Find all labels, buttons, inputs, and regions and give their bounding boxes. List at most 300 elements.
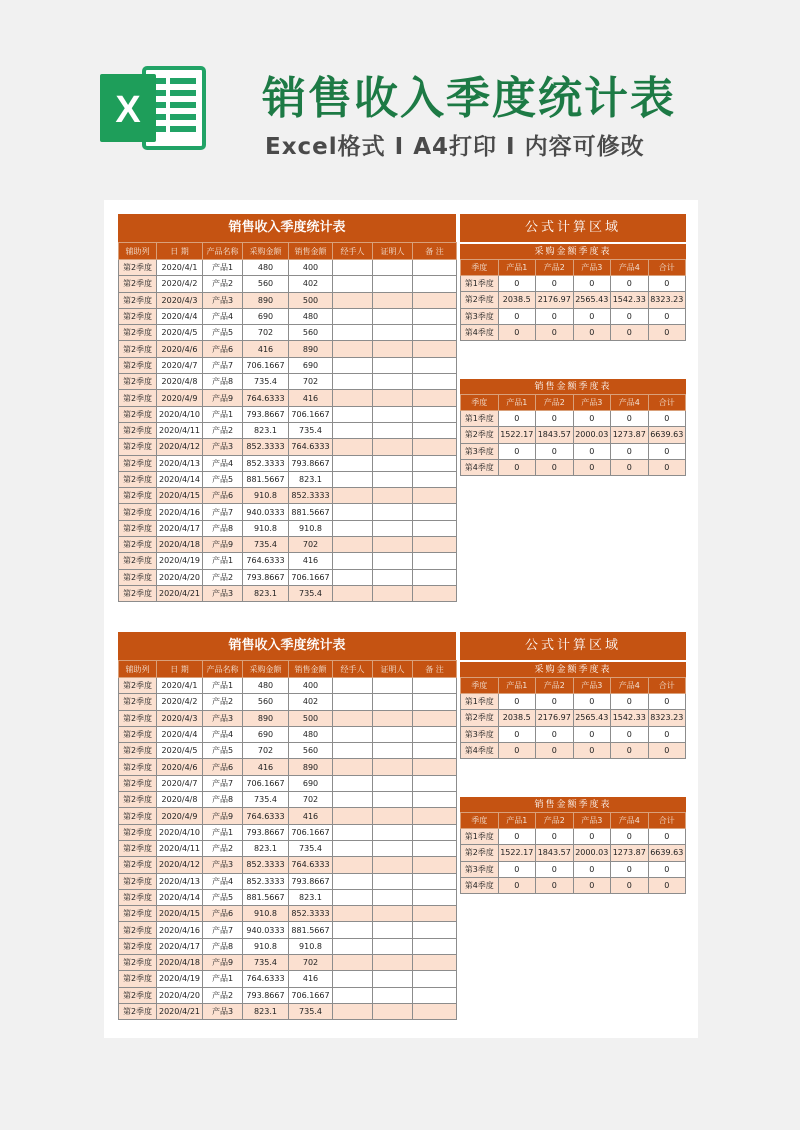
table-cell[interactable]: 产品3 bbox=[203, 292, 243, 308]
table-cell[interactable]: 500 bbox=[289, 292, 333, 308]
table-cell[interactable]: 产品1 bbox=[203, 553, 243, 569]
table-cell[interactable]: 735.4 bbox=[243, 374, 289, 390]
table-cell[interactable] bbox=[413, 955, 457, 971]
table-cell[interactable]: 产品4 bbox=[203, 455, 243, 471]
table-cell[interactable]: 0 bbox=[498, 861, 536, 877]
table-cell[interactable] bbox=[373, 488, 413, 504]
table-cell[interactable]: 702 bbox=[289, 537, 333, 553]
table-cell[interactable] bbox=[373, 520, 413, 536]
table-cell[interactable]: 0 bbox=[536, 861, 574, 877]
table-cell[interactable] bbox=[333, 775, 373, 791]
table-cell[interactable]: 第3季度 bbox=[461, 443, 499, 459]
table-cell[interactable] bbox=[413, 406, 457, 422]
table-cell[interactable]: 6639.63 bbox=[648, 845, 686, 861]
table-cell[interactable]: 823.1 bbox=[289, 889, 333, 905]
table-cell[interactable]: 852.3333 bbox=[289, 488, 333, 504]
table-cell[interactable]: 第4季度 bbox=[461, 459, 499, 475]
table-cell[interactable]: 第4季度 bbox=[461, 324, 499, 340]
table-cell[interactable] bbox=[333, 308, 373, 324]
table-cell[interactable]: 第2季度 bbox=[119, 1003, 157, 1019]
table-cell[interactable]: 产品5 bbox=[203, 743, 243, 759]
table-cell[interactable]: 0 bbox=[611, 726, 649, 742]
table-cell[interactable]: 第2季度 bbox=[119, 808, 157, 824]
table-cell[interactable]: 第2季度 bbox=[119, 569, 157, 585]
table-cell[interactable]: 2565.43 bbox=[573, 710, 611, 726]
table-cell[interactable]: 2020/4/20 bbox=[157, 987, 203, 1003]
table-cell[interactable]: 产品9 bbox=[203, 808, 243, 824]
table-cell[interactable]: 1843.57 bbox=[536, 427, 574, 443]
table-cell[interactable]: 910.8 bbox=[243, 520, 289, 536]
table-cell[interactable]: 702 bbox=[243, 743, 289, 759]
table-cell[interactable]: 690 bbox=[243, 308, 289, 324]
table-cell[interactable]: 0 bbox=[648, 877, 686, 893]
table-cell[interactable]: 2000.03 bbox=[573, 845, 611, 861]
table-cell[interactable]: 第2季度 bbox=[119, 987, 157, 1003]
table-cell[interactable] bbox=[333, 520, 373, 536]
table-cell[interactable]: 881.5667 bbox=[289, 504, 333, 520]
table-cell[interactable] bbox=[413, 759, 457, 775]
table-cell[interactable]: 480 bbox=[289, 726, 333, 742]
table-cell[interactable]: 2020/4/6 bbox=[157, 341, 203, 357]
table-cell[interactable]: 2020/4/1 bbox=[157, 678, 203, 694]
table-cell[interactable] bbox=[413, 569, 457, 585]
table-cell[interactable] bbox=[413, 553, 457, 569]
table-cell[interactable]: 第2季度 bbox=[119, 922, 157, 938]
table-cell[interactable]: 1542.33 bbox=[611, 710, 649, 726]
table-cell[interactable]: 第3季度 bbox=[461, 308, 499, 324]
table-cell[interactable]: 0 bbox=[498, 742, 536, 758]
table-cell[interactable]: 690 bbox=[289, 357, 333, 373]
table-cell[interactable]: 产品8 bbox=[203, 938, 243, 954]
table-cell[interactable]: 0 bbox=[498, 726, 536, 742]
table-cell[interactable]: 0 bbox=[573, 324, 611, 340]
table-cell[interactable]: 0 bbox=[648, 276, 686, 292]
table-cell[interactable]: 产品3 bbox=[203, 857, 243, 873]
table-cell[interactable]: 2020/4/4 bbox=[157, 726, 203, 742]
table-cell[interactable]: 416 bbox=[289, 553, 333, 569]
table-cell[interactable]: 1273.87 bbox=[611, 845, 649, 861]
table-cell[interactable] bbox=[413, 938, 457, 954]
table-cell[interactable] bbox=[373, 341, 413, 357]
table-cell[interactable] bbox=[333, 537, 373, 553]
table-cell[interactable]: 产品1 bbox=[203, 260, 243, 276]
table-cell[interactable]: 0 bbox=[573, 694, 611, 710]
table-cell[interactable]: 第2季度 bbox=[119, 292, 157, 308]
table-cell[interactable] bbox=[373, 585, 413, 601]
table-cell[interactable]: 0 bbox=[648, 694, 686, 710]
table-cell[interactable]: 8323.23 bbox=[648, 710, 686, 726]
table-cell[interactable]: 2020/4/7 bbox=[157, 775, 203, 791]
table-cell[interactable] bbox=[373, 455, 413, 471]
table-cell[interactable]: 第2季度 bbox=[461, 710, 499, 726]
table-cell[interactable]: 2020/4/19 bbox=[157, 971, 203, 987]
table-cell[interactable]: 690 bbox=[289, 775, 333, 791]
table-cell[interactable]: 0 bbox=[536, 324, 574, 340]
table-cell[interactable]: 852.3333 bbox=[243, 873, 289, 889]
table-cell[interactable]: 0 bbox=[536, 308, 574, 324]
table-cell[interactable] bbox=[413, 743, 457, 759]
table-cell[interactable]: 产品6 bbox=[203, 759, 243, 775]
table-cell[interactable]: 402 bbox=[289, 694, 333, 710]
table-cell[interactable]: 735.4 bbox=[243, 537, 289, 553]
table-cell[interactable]: 0 bbox=[648, 411, 686, 427]
table-cell[interactable]: 793.8667 bbox=[243, 569, 289, 585]
table-cell[interactable]: 第2季度 bbox=[119, 585, 157, 601]
table-cell[interactable]: 910.8 bbox=[243, 488, 289, 504]
table-cell[interactable]: 第2季度 bbox=[119, 906, 157, 922]
table-cell[interactable]: 0 bbox=[498, 877, 536, 893]
table-cell[interactable]: 第2季度 bbox=[119, 504, 157, 520]
table-cell[interactable]: 706.1667 bbox=[289, 987, 333, 1003]
table-cell[interactable]: 735.4 bbox=[289, 840, 333, 856]
table-cell[interactable] bbox=[373, 374, 413, 390]
table-cell[interactable] bbox=[413, 808, 457, 824]
table-cell[interactable] bbox=[413, 357, 457, 373]
table-cell[interactable] bbox=[413, 792, 457, 808]
table-cell[interactable]: 第2季度 bbox=[119, 971, 157, 987]
table-cell[interactable] bbox=[333, 1003, 373, 1019]
table-cell[interactable] bbox=[373, 857, 413, 873]
table-cell[interactable] bbox=[373, 357, 413, 373]
table-cell[interactable] bbox=[333, 971, 373, 987]
table-cell[interactable] bbox=[373, 504, 413, 520]
table-cell[interactable] bbox=[333, 357, 373, 373]
table-cell[interactable]: 0 bbox=[611, 443, 649, 459]
table-cell[interactable]: 第2季度 bbox=[119, 726, 157, 742]
table-cell[interactable]: 480 bbox=[243, 678, 289, 694]
table-cell[interactable]: 第2季度 bbox=[119, 873, 157, 889]
table-cell[interactable]: 产品3 bbox=[203, 439, 243, 455]
table-cell[interactable]: 560 bbox=[243, 694, 289, 710]
table-cell[interactable]: 400 bbox=[289, 678, 333, 694]
table-cell[interactable]: 产品7 bbox=[203, 357, 243, 373]
table-cell[interactable] bbox=[333, 922, 373, 938]
table-cell[interactable]: 第2季度 bbox=[119, 955, 157, 971]
table-cell[interactable] bbox=[333, 759, 373, 775]
table-cell[interactable] bbox=[413, 325, 457, 341]
table-cell[interactable]: 2020/4/14 bbox=[157, 471, 203, 487]
table-cell[interactable]: 416 bbox=[289, 390, 333, 406]
table-cell[interactable]: 1273.87 bbox=[611, 427, 649, 443]
table-cell[interactable]: 881.5667 bbox=[243, 889, 289, 905]
table-cell[interactable]: 0 bbox=[648, 443, 686, 459]
table-cell[interactable]: 产品2 bbox=[203, 694, 243, 710]
table-cell[interactable]: 产品5 bbox=[203, 889, 243, 905]
table-cell[interactable]: 产品6 bbox=[203, 906, 243, 922]
table-cell[interactable]: 764.6333 bbox=[243, 971, 289, 987]
table-cell[interactable] bbox=[373, 1003, 413, 1019]
table-cell[interactable]: 560 bbox=[289, 743, 333, 759]
table-cell[interactable] bbox=[333, 824, 373, 840]
table-cell[interactable]: 产品8 bbox=[203, 374, 243, 390]
table-cell[interactable]: 0 bbox=[611, 742, 649, 758]
table-cell[interactable] bbox=[373, 873, 413, 889]
table-cell[interactable]: 793.8667 bbox=[289, 873, 333, 889]
table-cell[interactable]: 产品4 bbox=[203, 726, 243, 742]
table-cell[interactable]: 2038.5 bbox=[498, 292, 536, 308]
table-cell[interactable]: 890 bbox=[289, 341, 333, 357]
table-cell[interactable]: 735.4 bbox=[243, 955, 289, 971]
table-cell[interactable] bbox=[413, 292, 457, 308]
table-cell[interactable]: 890 bbox=[289, 759, 333, 775]
table-cell[interactable]: 0 bbox=[573, 459, 611, 475]
table-cell[interactable]: 881.5667 bbox=[243, 471, 289, 487]
table-cell[interactable] bbox=[333, 260, 373, 276]
table-cell[interactable]: 0 bbox=[648, 324, 686, 340]
table-cell[interactable]: 702 bbox=[289, 792, 333, 808]
table-cell[interactable]: 416 bbox=[243, 759, 289, 775]
table-cell[interactable]: 第2季度 bbox=[119, 824, 157, 840]
table-cell[interactable]: 2020/4/11 bbox=[157, 422, 203, 438]
table-cell[interactable]: 2020/4/2 bbox=[157, 694, 203, 710]
table-cell[interactable]: 第2季度 bbox=[119, 488, 157, 504]
table-cell[interactable]: 产品4 bbox=[203, 873, 243, 889]
table-cell[interactable]: 第2季度 bbox=[119, 840, 157, 856]
table-cell[interactable]: 第2季度 bbox=[119, 889, 157, 905]
table-cell[interactable]: 852.3333 bbox=[243, 439, 289, 455]
table-cell[interactable]: 0 bbox=[573, 742, 611, 758]
table-cell[interactable]: 产品8 bbox=[203, 792, 243, 808]
table-cell[interactable]: 2020/4/10 bbox=[157, 824, 203, 840]
table-cell[interactable]: 940.0333 bbox=[243, 504, 289, 520]
table-cell[interactable]: 1522.17 bbox=[498, 427, 536, 443]
table-cell[interactable]: 2020/4/4 bbox=[157, 308, 203, 324]
table-cell[interactable]: 产品5 bbox=[203, 471, 243, 487]
table-cell[interactable]: 2020/4/8 bbox=[157, 792, 203, 808]
table-cell[interactable] bbox=[373, 955, 413, 971]
table-cell[interactable]: 第2季度 bbox=[119, 308, 157, 324]
table-cell[interactable] bbox=[413, 276, 457, 292]
table-cell[interactable]: 735.4 bbox=[289, 585, 333, 601]
table-cell[interactable]: 2020/4/5 bbox=[157, 743, 203, 759]
table-cell[interactable]: 706.1667 bbox=[289, 824, 333, 840]
table-cell[interactable]: 702 bbox=[289, 955, 333, 971]
table-cell[interactable] bbox=[333, 857, 373, 873]
table-cell[interactable]: 735.4 bbox=[289, 1003, 333, 1019]
table-cell[interactable]: 890 bbox=[243, 710, 289, 726]
table-cell[interactable] bbox=[333, 873, 373, 889]
table-cell[interactable]: 第2季度 bbox=[461, 845, 499, 861]
table-cell[interactable]: 2176.97 bbox=[536, 710, 574, 726]
table-cell[interactable] bbox=[413, 390, 457, 406]
table-cell[interactable] bbox=[373, 390, 413, 406]
table-cell[interactable]: 0 bbox=[611, 324, 649, 340]
table-cell[interactable]: 2020/4/18 bbox=[157, 955, 203, 971]
table-cell[interactable]: 0 bbox=[573, 276, 611, 292]
table-cell[interactable] bbox=[373, 889, 413, 905]
table-cell[interactable]: 2020/4/20 bbox=[157, 569, 203, 585]
table-cell[interactable] bbox=[373, 775, 413, 791]
table-cell[interactable] bbox=[373, 276, 413, 292]
table-cell[interactable] bbox=[413, 922, 457, 938]
table-cell[interactable]: 793.8667 bbox=[243, 406, 289, 422]
table-cell[interactable]: 产品9 bbox=[203, 390, 243, 406]
table-cell[interactable]: 2020/4/21 bbox=[157, 1003, 203, 1019]
table-cell[interactable]: 2020/4/21 bbox=[157, 585, 203, 601]
table-cell[interactable]: 400 bbox=[289, 260, 333, 276]
table-cell[interactable]: 0 bbox=[573, 861, 611, 877]
table-cell[interactable]: 产品9 bbox=[203, 537, 243, 553]
table-cell[interactable]: 0 bbox=[648, 861, 686, 877]
table-cell[interactable] bbox=[413, 678, 457, 694]
table-cell[interactable]: 823.1 bbox=[243, 1003, 289, 1019]
table-cell[interactable]: 产品3 bbox=[203, 1003, 243, 1019]
table-cell[interactable] bbox=[373, 987, 413, 1003]
table-cell[interactable] bbox=[413, 488, 457, 504]
table-cell[interactable] bbox=[333, 422, 373, 438]
table-cell[interactable] bbox=[373, 406, 413, 422]
table-cell[interactable]: 产品1 bbox=[203, 678, 243, 694]
table-cell[interactable] bbox=[333, 792, 373, 808]
table-cell[interactable]: 第1季度 bbox=[461, 694, 499, 710]
table-cell[interactable]: 产品2 bbox=[203, 987, 243, 1003]
table-cell[interactable] bbox=[333, 906, 373, 922]
table-cell[interactable] bbox=[373, 840, 413, 856]
table-cell[interactable] bbox=[333, 585, 373, 601]
table-cell[interactable]: 产品6 bbox=[203, 341, 243, 357]
table-cell[interactable] bbox=[373, 710, 413, 726]
table-cell[interactable]: 8323.23 bbox=[648, 292, 686, 308]
table-cell[interactable]: 823.1 bbox=[289, 471, 333, 487]
table-cell[interactable] bbox=[413, 439, 457, 455]
table-cell[interactable]: 2020/4/18 bbox=[157, 537, 203, 553]
table-cell[interactable]: 416 bbox=[243, 341, 289, 357]
table-cell[interactable]: 第2季度 bbox=[119, 276, 157, 292]
table-cell[interactable]: 0 bbox=[536, 694, 574, 710]
table-cell[interactable]: 2020/4/3 bbox=[157, 710, 203, 726]
table-cell[interactable]: 0 bbox=[648, 459, 686, 475]
table-cell[interactable]: 706.1667 bbox=[243, 775, 289, 791]
table-cell[interactable]: 793.8667 bbox=[243, 824, 289, 840]
table-cell[interactable]: 706.1667 bbox=[289, 406, 333, 422]
table-cell[interactable]: 2020/4/9 bbox=[157, 390, 203, 406]
table-cell[interactable]: 2020/4/16 bbox=[157, 922, 203, 938]
table-cell[interactable] bbox=[333, 325, 373, 341]
table-cell[interactable] bbox=[333, 889, 373, 905]
table-cell[interactable] bbox=[413, 537, 457, 553]
table-cell[interactable]: 1522.17 bbox=[498, 845, 536, 861]
table-cell[interactable] bbox=[333, 471, 373, 487]
table-cell[interactable] bbox=[413, 906, 457, 922]
table-cell[interactable] bbox=[413, 422, 457, 438]
table-cell[interactable]: 第2季度 bbox=[119, 374, 157, 390]
table-cell[interactable] bbox=[333, 955, 373, 971]
table-cell[interactable]: 0 bbox=[611, 459, 649, 475]
table-cell[interactable]: 890 bbox=[243, 292, 289, 308]
table-cell[interactable]: 764.6333 bbox=[289, 857, 333, 873]
table-cell[interactable] bbox=[413, 775, 457, 791]
table-cell[interactable] bbox=[333, 390, 373, 406]
table-cell[interactable]: 706.1667 bbox=[243, 357, 289, 373]
table-cell[interactable]: 0 bbox=[611, 411, 649, 427]
table-cell[interactable]: 0 bbox=[648, 829, 686, 845]
table-cell[interactable] bbox=[373, 824, 413, 840]
table-cell[interactable]: 第1季度 bbox=[461, 276, 499, 292]
table-cell[interactable]: 500 bbox=[289, 710, 333, 726]
table-cell[interactable]: 2020/4/12 bbox=[157, 439, 203, 455]
table-cell[interactable]: 产品7 bbox=[203, 922, 243, 938]
table-cell[interactable]: 764.6333 bbox=[243, 553, 289, 569]
table-cell[interactable] bbox=[373, 292, 413, 308]
table-cell[interactable]: 0 bbox=[611, 861, 649, 877]
table-cell[interactable]: 第2季度 bbox=[119, 390, 157, 406]
table-cell[interactable]: 第2季度 bbox=[119, 759, 157, 775]
table-cell[interactable]: 产品5 bbox=[203, 325, 243, 341]
table-cell[interactable]: 第3季度 bbox=[461, 861, 499, 877]
table-cell[interactable]: 第2季度 bbox=[119, 455, 157, 471]
table-cell[interactable]: 产品6 bbox=[203, 488, 243, 504]
table-cell[interactable]: 702 bbox=[243, 325, 289, 341]
table-cell[interactable] bbox=[333, 439, 373, 455]
table-cell[interactable] bbox=[333, 341, 373, 357]
table-cell[interactable]: 0 bbox=[611, 308, 649, 324]
table-cell[interactable]: 2020/4/13 bbox=[157, 873, 203, 889]
table-cell[interactable]: 0 bbox=[536, 459, 574, 475]
table-cell[interactable]: 852.3333 bbox=[243, 857, 289, 873]
table-cell[interactable]: 第2季度 bbox=[119, 857, 157, 873]
table-cell[interactable] bbox=[413, 504, 457, 520]
table-cell[interactable] bbox=[333, 553, 373, 569]
table-cell[interactable]: 764.6333 bbox=[243, 390, 289, 406]
table-cell[interactable]: 第2季度 bbox=[119, 678, 157, 694]
table-cell[interactable]: 0 bbox=[573, 443, 611, 459]
table-cell[interactable]: 2020/4/3 bbox=[157, 292, 203, 308]
table-cell[interactable] bbox=[373, 678, 413, 694]
table-cell[interactable]: 793.8667 bbox=[289, 455, 333, 471]
table-cell[interactable]: 产品7 bbox=[203, 775, 243, 791]
table-cell[interactable] bbox=[333, 569, 373, 585]
table-cell[interactable]: 910.8 bbox=[243, 938, 289, 954]
table-cell[interactable] bbox=[373, 439, 413, 455]
table-cell[interactable]: 2020/4/11 bbox=[157, 840, 203, 856]
table-cell[interactable]: 2038.5 bbox=[498, 710, 536, 726]
table-cell[interactable] bbox=[333, 455, 373, 471]
table-cell[interactable]: 0 bbox=[498, 411, 536, 427]
table-cell[interactable]: 480 bbox=[289, 308, 333, 324]
table-cell[interactable] bbox=[413, 520, 457, 536]
table-cell[interactable] bbox=[373, 694, 413, 710]
table-cell[interactable]: 0 bbox=[573, 726, 611, 742]
table-cell[interactable]: 2176.97 bbox=[536, 292, 574, 308]
table-cell[interactable]: 0 bbox=[648, 726, 686, 742]
table-cell[interactable] bbox=[373, 569, 413, 585]
table-cell[interactable]: 第2季度 bbox=[119, 694, 157, 710]
table-cell[interactable]: 2020/4/1 bbox=[157, 260, 203, 276]
table-cell[interactable]: 第4季度 bbox=[461, 877, 499, 893]
table-cell[interactable] bbox=[413, 585, 457, 601]
table-cell[interactable] bbox=[413, 726, 457, 742]
table-cell[interactable] bbox=[413, 1003, 457, 1019]
table-cell[interactable] bbox=[373, 422, 413, 438]
table-cell[interactable]: 产品3 bbox=[203, 585, 243, 601]
table-cell[interactable] bbox=[333, 488, 373, 504]
table-cell[interactable] bbox=[333, 938, 373, 954]
table-cell[interactable] bbox=[333, 987, 373, 1003]
table-cell[interactable]: 第2季度 bbox=[119, 743, 157, 759]
table-cell[interactable]: 0 bbox=[536, 829, 574, 845]
table-cell[interactable]: 0 bbox=[536, 726, 574, 742]
table-cell[interactable]: 第2季度 bbox=[461, 292, 499, 308]
table-cell[interactable]: 702 bbox=[289, 374, 333, 390]
table-cell[interactable]: 2020/4/6 bbox=[157, 759, 203, 775]
table-cell[interactable]: 823.1 bbox=[243, 840, 289, 856]
table-cell[interactable] bbox=[373, 743, 413, 759]
table-cell[interactable]: 0 bbox=[648, 308, 686, 324]
table-cell[interactable]: 0 bbox=[573, 829, 611, 845]
table-cell[interactable]: 0 bbox=[498, 443, 536, 459]
table-cell[interactable]: 0 bbox=[498, 308, 536, 324]
table-cell[interactable]: 第2季度 bbox=[119, 325, 157, 341]
